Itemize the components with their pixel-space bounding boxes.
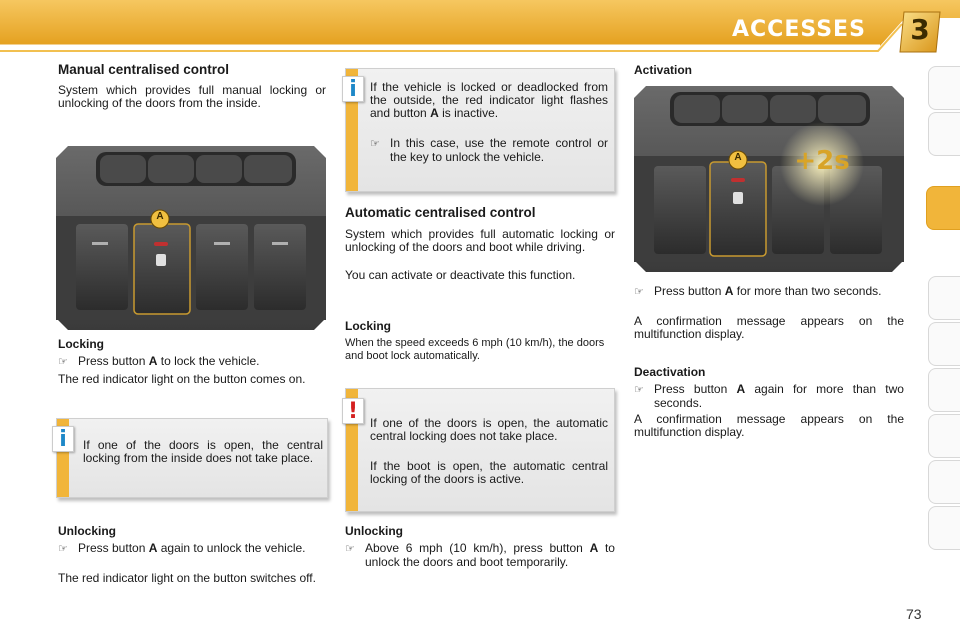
auto-locking-heading: Locking bbox=[345, 319, 392, 333]
activation-bullet: ☞ Press button A for more than two seconds. bbox=[634, 284, 882, 298]
hand-pointer-icon: ☞ bbox=[634, 384, 644, 396]
chapter-tab[interactable] bbox=[928, 368, 960, 412]
info-icon: i bbox=[342, 76, 364, 102]
chapter-tab[interactable] bbox=[928, 276, 960, 320]
activation-heading: Activation bbox=[634, 63, 693, 77]
info-icon: i bbox=[52, 426, 74, 452]
chapter-tab[interactable] bbox=[928, 112, 960, 156]
info-box-text: If the vehicle is locked or deadlocked from the outside, the red indicator light flashes and button A is inactive. bbox=[370, 80, 608, 120]
chapter-tab[interactable] bbox=[928, 66, 960, 110]
warning-box-text: If one of the doors is open, the automatic central locking does not take place. bbox=[370, 416, 608, 443]
chapter-tab[interactable] bbox=[928, 460, 960, 504]
locking-heading: Locking bbox=[58, 337, 105, 351]
unlocking-bullet: ☞ Press button A again to unlock the vehicle. bbox=[58, 541, 306, 555]
photo-callout-label: A bbox=[734, 152, 742, 163]
dashboard-buttons-photo bbox=[56, 146, 326, 335]
locking-note: The red indicator light on the button comes on. bbox=[58, 372, 306, 386]
chapter-number: 3 bbox=[910, 13, 930, 46]
unlocking-note: The red indicator light on the button switches off. bbox=[58, 571, 316, 585]
photo-callout-label: A bbox=[156, 211, 164, 222]
two-seconds-overlay: +2s bbox=[794, 146, 850, 176]
activation-note: A confirmation message appears on the multifunction display. bbox=[634, 314, 904, 341]
warning-icon: ! bbox=[342, 398, 364, 424]
hand-pointer-icon: ☞ bbox=[345, 543, 355, 555]
chapter-number-badge bbox=[898, 10, 942, 54]
automatic-control-intro: System which provides full automatic locking or unlocking of the doors and boot while driving. bbox=[345, 227, 615, 254]
locking-bullet: ☞ Press button A to lock the vehicle. bbox=[58, 354, 260, 368]
manual-control-title: Manual centralised control bbox=[58, 62, 230, 77]
auto-unlocking-bullet: ☞ Above 6 mph (10 km/h), press button A to unlock the doors and boot temporarily. bbox=[345, 541, 615, 569]
auto-locking-text: When the speed exceeds 6 mph (10 km/h), the doors and boot lock automatically. bbox=[345, 337, 605, 362]
info-box bbox=[56, 418, 328, 498]
info-box-bullet: ☞ In this case, use the remote control or the key to unlock the vehicle. bbox=[370, 136, 608, 164]
hand-pointer-icon: ☞ bbox=[58, 543, 68, 555]
deactivation-bullet: ☞ Press button A again for more than two seconds. bbox=[634, 382, 904, 410]
chapter-tab[interactable] bbox=[928, 414, 960, 458]
hand-pointer-icon: ☞ bbox=[370, 138, 380, 150]
page-number: 73 bbox=[906, 606, 922, 622]
info-box-text: If one of the doors is open, the central locking from the inside does not take place. bbox=[83, 438, 323, 465]
auto-unlocking-heading: Unlocking bbox=[345, 524, 404, 538]
page-title: ACCESSES bbox=[732, 17, 866, 42]
chapter-tab[interactable] bbox=[928, 506, 960, 550]
warning-box bbox=[345, 388, 615, 512]
automatic-control-title: Automatic centralised control bbox=[345, 205, 536, 220]
unlocking-heading: Unlocking bbox=[58, 524, 117, 538]
chapter-tab-active[interactable] bbox=[926, 186, 960, 230]
deactivation-note: A confirmation message appears on the multifunction display. bbox=[634, 412, 904, 439]
hand-pointer-icon: ☞ bbox=[634, 286, 644, 298]
automatic-control-intro-2: You can activate or deactivate this function. bbox=[345, 268, 576, 282]
hand-pointer-icon: ☞ bbox=[58, 356, 68, 368]
chapter-tabs bbox=[926, 66, 960, 576]
info-box bbox=[345, 68, 615, 192]
deactivation-heading: Deactivation bbox=[634, 365, 706, 379]
warning-box-text: If the boot is open, the automatic central locking of the doors is active. bbox=[370, 459, 608, 486]
manual-control-intro: System which provides full manual locking or unlocking of the doors from the inside. bbox=[58, 83, 326, 110]
dashboard-activation-photo bbox=[634, 86, 904, 277]
chapter-tab[interactable] bbox=[928, 322, 960, 366]
